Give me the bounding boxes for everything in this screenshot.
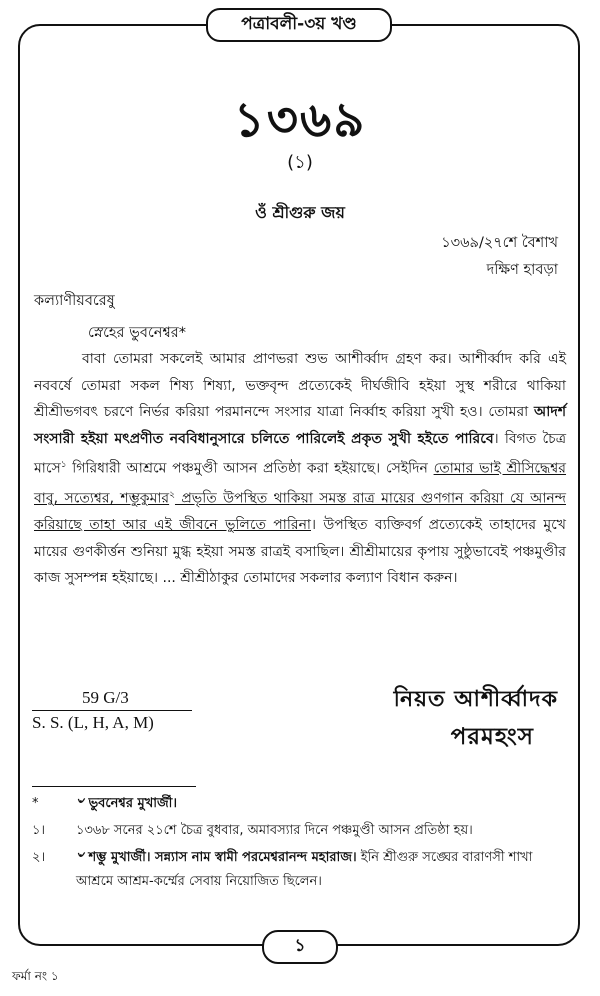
ref-code-1: 59 G/3	[82, 688, 129, 707]
salutation: কল্যাণীয়বরেষু	[34, 293, 115, 309]
body-paragraph	[34, 346, 566, 592]
ref-code-divider	[32, 710, 192, 711]
letter-number: (১)	[287, 152, 313, 173]
body-text-d: গিরিধারী আশ্রমে পঞ্চমুণ্ডী আসন প্রতিষ্ঠা করা হইয়াছে। সেইদিন	[66, 460, 434, 477]
addressee: স্নেহের ভুবনেশ্বর*	[88, 325, 186, 341]
footnote-mark: ২।	[32, 850, 46, 865]
footnote-text: ১৩৬৮ সনের ২১শে চৈত্র বুধবার, অমাবস্যার দিনে পঞ্চমুণ্ডী আসন প্রতিষ্ঠা হয়।	[76, 823, 473, 838]
letter-body	[34, 346, 566, 592]
footnote-star	[32, 792, 568, 816]
footnote-mark: ১।	[32, 823, 46, 838]
footnote-2	[32, 846, 568, 894]
letter-place: দক্ষিণ হাবড়া	[486, 262, 558, 278]
book-title: পত্রাবলী-৩য় খণ্ড	[206, 8, 392, 42]
signature: পরমহংস	[450, 724, 534, 750]
body-text-c: । বিগত চৈত্র মাসে	[34, 430, 566, 477]
footnote-ref-2: ২	[169, 490, 175, 501]
closing: নিয়ত আশীর্ব্বাদক	[393, 687, 558, 712]
ref-code-2: S. S. (L, H, A, M)	[32, 713, 154, 732]
body-text-bold: আদর্শ সংসারী হইয়া মৎপ্রণীত নববিধানুসারে চলিতে পারিলেই প্রকৃত সুখী হইতে পারিবে	[34, 404, 566, 447]
body-text-underlined-1: তোমার ভাই শ্রীসিদ্ধেশ্বর বাবু, সত্যেশ্বর, শম্ভুকুমার	[34, 460, 567, 507]
letter-date: ১৩৬৯/২৭শে বৈশাখ	[441, 235, 558, 251]
footnote-mark: *	[32, 796, 39, 811]
footnote-1	[32, 819, 568, 843]
page-number: ১	[262, 930, 338, 964]
footnote-ref-1: ১	[60, 460, 67, 470]
body-text-underlined-2: প্রভৃতি উপস্থিত থাকিয়া সমস্ত রাত্র মায়ের গুণগান করিয়া যে আনন্দ করিয়াছে তাহা আর এই জীবনে ভুলিতে পারিনা	[34, 490, 566, 534]
letter-year: ১৩৬৯	[233, 92, 367, 148]
footnote-text-bold: ৺ শম্ভু মুখার্জী। সন্ন্যাস নাম স্বামী পরমেশ্বরানন্দ মহারাজ।	[76, 850, 357, 865]
footnote-divider	[32, 786, 196, 787]
body-text-g: । উপস্থিত ব্যক্তিবর্গ প্রত্যেকেই তাহাদের মুখে মায়ের গুণকীর্ত্তন শুনিয়া মুগ্ধ হইয়া সমস্ত রাত্রই বসাছিল। শ্রীশ্রীমায়ের কৃপায় সুষ্ঠুভাবেই পঞ্চমুণ্ডীর কাজ সুসম্পন্ন হইয়াছে। ... শ্রীশ্রীঠাকুর তোমাদের সকলার কল্যাণ বিধান করুন।	[34, 517, 566, 587]
footnote-text: ইনি শ্রীগুরু সঙ্ঘের বারাণসী শাখা আশ্রমে আশ্রম-কর্ম্মের সেবায় নিয়োজিত ছিলেন।	[76, 850, 533, 889]
invocation: ওঁ শ্রীগুরু জয়	[255, 203, 345, 222]
forma-number: ফর্মা নং ১	[12, 969, 59, 983]
footnote-text: ৺ ভুবনেশ্বর মুখার্জী।	[76, 796, 178, 811]
body-text-a: বাবা তোমরা সকলেই আমার প্রাণভরা শুভ আশীর্ব্বাদ গ্রহণ কর। আশীর্ব্বাদ করি এই নববর্ষে তোমরা সকল শিষ্য শিষ্যা, ভক্তবৃন্দ প্রত্যেকেই দীর্ঘজীবি হইয়া সুস্থ শরীরে থাকিয়া শ্রীশ্রীভগবৎ চরণে নির্ভর করিয়া পরমানন্দে সংসার যাত্রা নির্ব্বাহ করিয়া সুখী হও। তোমরা	[34, 351, 566, 420]
